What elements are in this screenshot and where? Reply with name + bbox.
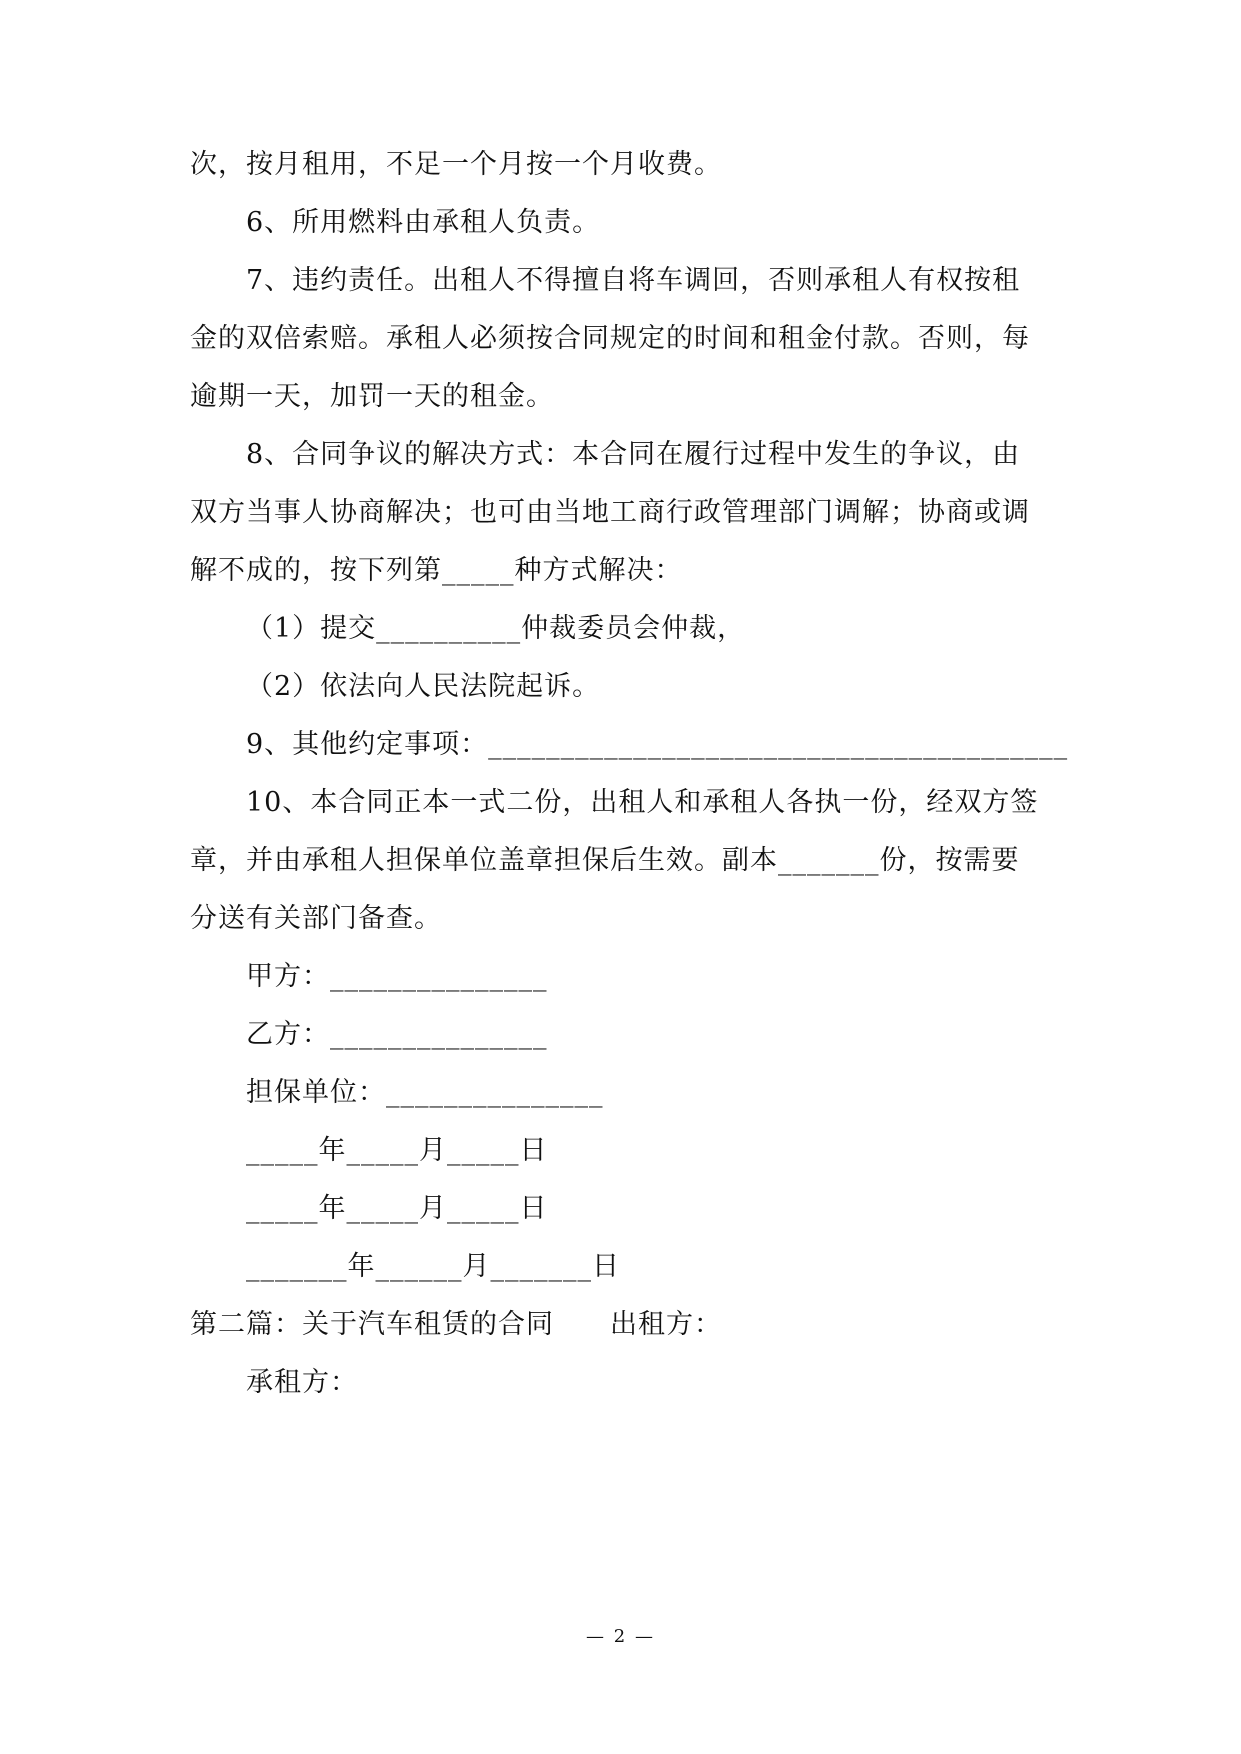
guarantor-signature-line: 担保单位：_______________ (246, 1077, 604, 1108)
date-line-2: _____年_____月_____日 (246, 1193, 548, 1224)
clause-10-line-3: 分送有关部门备查。 (190, 903, 442, 934)
second-article-heading: 第二篇：关于汽车租赁的合同 出租方： (190, 1309, 722, 1340)
clause-8-option-2: （2）依法向人民法院起诉。 (246, 671, 601, 702)
clause-8-line-3: 解不成的，按下列第_____种方式解决： (190, 555, 683, 586)
clause-10-line-2: 章，并由承租人担保单位盖章担保后生效。副本_______份，按需要 (190, 845, 1020, 876)
clause-8-line-2: 双方当事人协商解决；也可由当地工商行政管理部门调解；协商或调 (190, 497, 1030, 528)
clause-10-line-1: 10、本合同正本一式二份，出租人和承租人各执一份，经双方签 (246, 787, 1039, 818)
party-b-signature-line: 乙方：_______________ (246, 1019, 548, 1050)
clause-7-line-1: 7、违约责任。出租人不得擅自将车调回，否则承租人有权按租 (246, 265, 1021, 296)
page-number: — 2 — (586, 1626, 655, 1647)
clause-9: 9、其他约定事项：________________________________________ (246, 729, 1069, 760)
clause-6: 6、所用燃料由承租人负责。 (246, 207, 601, 238)
clause-8-option-1: （1）提交__________仲裁委员会仲裁， (246, 613, 746, 644)
date-line-1: _____年_____月_____日 (246, 1135, 548, 1166)
clause-8-line-1: 8、合同争议的解决方式：本合同在履行过程中发生的争议，由 (246, 439, 1021, 470)
party-a-signature-line: 甲方：_______________ (246, 961, 548, 992)
clause-7-line-2: 金的双倍索赔。承租人必须按合同规定的时间和租金付款。否则，每 (190, 323, 1030, 354)
clause-7-line-3: 逾期一天，加罚一天的租金。 (190, 381, 554, 412)
date-line-3: _______年______月_______日 (246, 1251, 620, 1282)
paragraph-line: 次，按月租用，不足一个月按一个月收费。 (190, 149, 722, 180)
lessee-label: 承租方： (246, 1367, 358, 1398)
